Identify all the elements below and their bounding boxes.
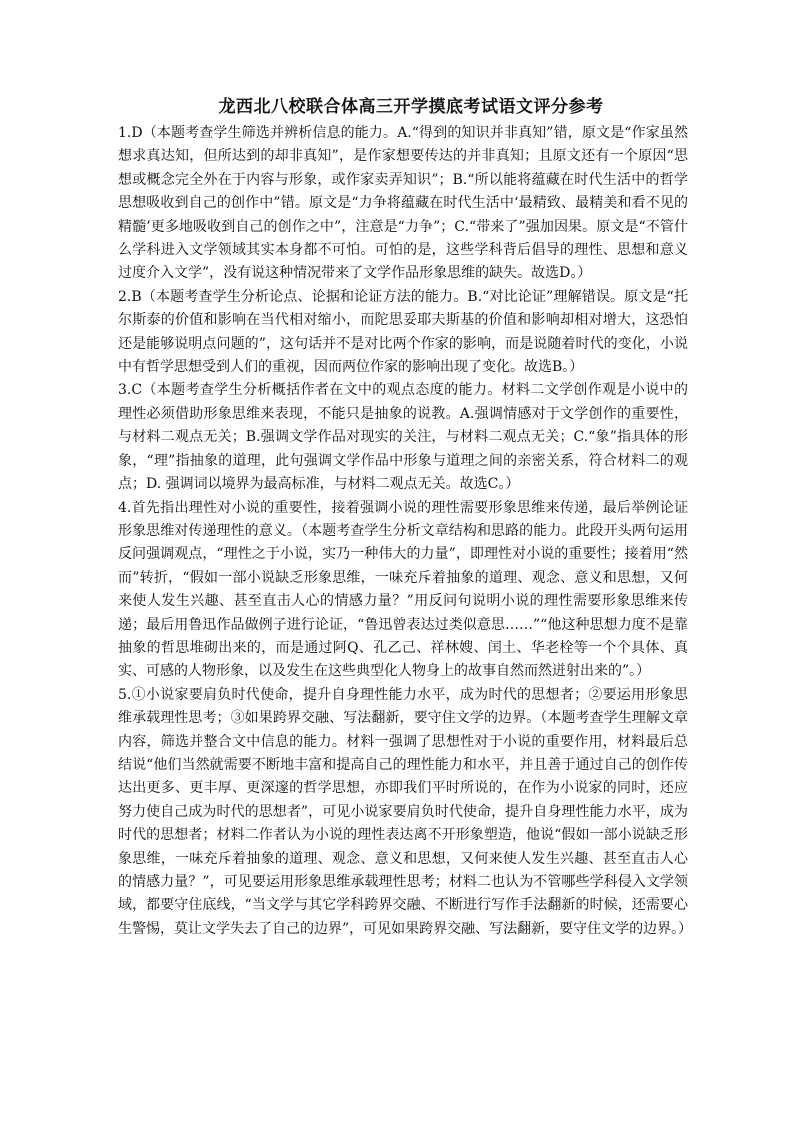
document-page <box>118 94 693 941</box>
answer-1: 1.D（本题考查学生筛选并辨析信息的能力。A.“得到的知识并非真知”错，原文是“作家虽然想求真达知，但所达到的却非真知”，是作家想要传达的并非真知；且原文还有一个原因“思想或概念完全外在于内容与形象，或作家卖弄知识”；B.“所以能将蕴藏在时代生活中的哲学思想吸收到自己的创作中”错。原文是“力争将蕴藏在时代生活中‘最精致、最精美和看不见的精髓’更多地吸收到自己的创作之中”，注意是“力争”；C.“带来了”强加因果。原文是“不管什么学科进入文学领域其实本身都不可怕。可怕的是，这些学科背后倡导的理性、思想和意义过度介入文学”，没有说这种情况带来了文学作品形象思维的缺失。故选D。） <box>118 125 688 282</box>
answer-4: 4.首先指出理性对小说的重要性，接着强调小说的理性需要形象思维来传递，最后举例论证形象思维对传递理性的意义。（本题考查学生分析文章结构和思路的能力。此段开头两句运用反问强调观点，“理性之于小说，实乃一种伟大的力量”，即理性对小说的重要性；接着用“然而”转折，“假如一部小说缺乏形象思维，一味充斥着抽象的道理、观念、意义和思想，又何来使人发生兴趣、甚至直击人心的情感力量？”用反问句说明小说的理性需要形象思维来传递；最后用鲁迅作品做例子进行论证，“鲁迅曾表达过类似意思……”“他这种思想力度不是靠抽象的哲思堆砌出来的，而是通过阿Q、孔乙己、祥林嫂、闰土、华老栓等一个个具体、真实、可感的人物形象，以及发生在这些典型化人物身上的故事自然而然迸射出来的”。） <box>118 499 688 680</box>
answer-2: 2.B（本题考查学生分析论点、论据和论证方法的能力。B.“对比论证”理解错误。原文是“托尔斯泰的价值和影响在当代相对缩小，而陀思妥耶夫斯基的价值和影响却相对增大，这恐怕还是能够说明点问题的”，这句话并不是对比两个作家的影响，而是说随着时代的变化，小说中有哲学思想受到人们的重视，因而两位作家的影响出现了变化。故选B。） <box>118 288 688 376</box>
answer-5: 5.①小说家要肩负时代使命，提升自身理性能力水平，成为时代的思想者；②要运用形象思维承载理性思考；③如果跨界交融、写法翻新，要守住文学的边界。（本题考查学生理解文章内容，筛选并整合文中信息的能力。材料一强调了思想性对于小说的重要作用，材料最后总结说“他们当然就需要不断地丰富和提高自己的理性能力和水平，并且善于通过自己的创作传达出更多、更丰厚、更深邃的哲学思想，亦即我们平时所说的，在作为小说家的同时，还应努力使自己成为时代的思想者”，可见小说家要肩负时代使命，提升自身理性能力水平，成为时代的思想者；材料二作者认为小说的理性表达离不开形象塑造，他说“假如一部小说缺乏形象思维，一味充斥着抽象的道理、观念、意义和思想，又何来使人发生兴趣、甚至直击人心的情感力量？”，可见要运用形象思维承载理性思考；材料二也认为不管哪些学科侵入文学领域，都要守住底线，“当文学与其它学科跨界交融、不断进行写作手法翻新的时候，还需要心生警惕，莫让文学失去了自己的边界”，可见如果跨界交融、写法翻新，要守住文学的边界。） <box>118 686 693 937</box>
document-title: 龙西北八校联合体高三开学摸底考试语文评分参考 <box>218 97 604 117</box>
answer-3: 3.C（本题考查学生分析概括作者在文中的观点态度的能力。材料二文学创作观是小说中的理性必须借助形象思维来表现，不能只是抽象的说教。A.强调情感对于文学创作的重要性，与材料二观点无关；B.强调文学作品对现实的关注，与材料二观点无关；C.“象”指具体的形象，“理”指抽象的道理，此句强调文学作品中形象与道理之间的亲密关系，符合材料二的观点；D. 强调词以境界为最高标准，与材料二观点无关。故选C。） <box>118 382 688 493</box>
